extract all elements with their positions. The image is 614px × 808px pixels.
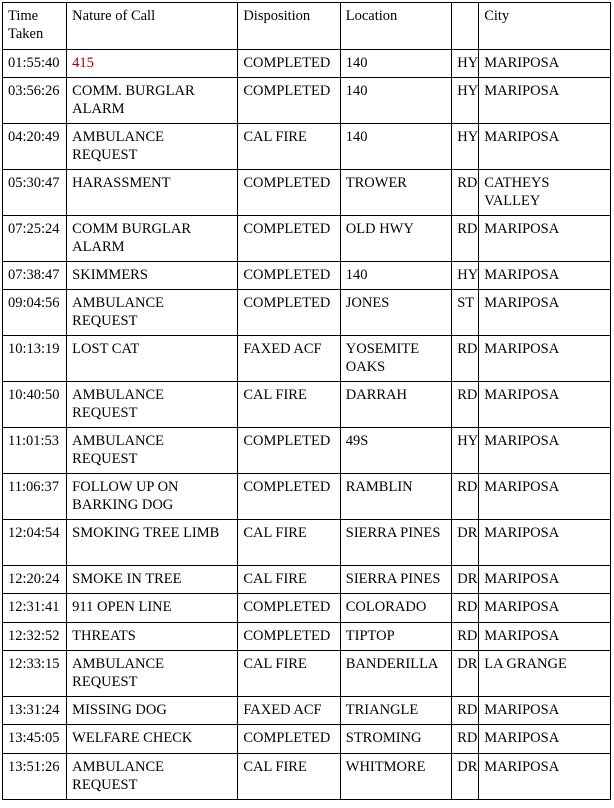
cell-nature-of-call: HARASSMENT: [67, 170, 238, 216]
cell-city: MARIPOSA: [479, 262, 611, 290]
cell-location: COLORADO: [340, 594, 451, 623]
cell-nature-of-call: MISSING DOG: [67, 697, 238, 725]
table-row: [3, 594, 611, 623]
cell-street-suffix: RD: [452, 594, 479, 623]
cell-location: 49S: [340, 428, 451, 474]
cell-disposition: CAL FIRE: [238, 566, 340, 594]
cell-location: SIERRA PINES: [340, 520, 451, 566]
cell-street-suffix: RD: [452, 216, 479, 262]
cell-street-suffix: RD: [452, 382, 479, 428]
cell-time-taken: 11:01:53: [3, 428, 67, 474]
cell-street-suffix: RD: [452, 336, 479, 382]
cell-time-taken: 12:20:24: [3, 566, 67, 594]
cell-disposition: CAL FIRE: [238, 124, 340, 170]
cell-city: MARIPOSA: [479, 290, 611, 336]
cell-disposition: COMPLETED: [238, 170, 340, 216]
cell-street-suffix: RD: [452, 170, 479, 216]
cell-street-suffix: DR: [452, 566, 479, 594]
cell-location: TROWER: [340, 170, 451, 216]
cell-disposition: FAXED ACF: [238, 697, 340, 725]
cell-location: 140: [340, 124, 451, 170]
cell-city: MARIPOSA: [479, 474, 611, 520]
cell-disposition: CAL FIRE: [238, 382, 340, 428]
table-row: [3, 651, 611, 697]
cell-location: OLD HWY: [340, 216, 451, 262]
cell-city: MARIPOSA: [479, 520, 611, 566]
cell-nature-of-call: AMBULANCE REQUEST: [67, 290, 238, 336]
cell-disposition: COMPLETED: [238, 262, 340, 290]
cell-time-taken: 10:13:19: [3, 336, 67, 382]
cell-nature-of-call: AMBULANCE REQUEST: [67, 428, 238, 474]
cell-city: MARIPOSA: [479, 216, 611, 262]
header-city: City: [479, 3, 611, 50]
cell-disposition: COMPLETED: [238, 594, 340, 623]
header-street-suffix: [452, 3, 479, 50]
header-location: Location: [340, 3, 451, 50]
call-log-table: [2, 2, 611, 800]
header-nature-of-call: Nature of Call: [67, 3, 238, 50]
cell-city: MARIPOSA: [479, 78, 611, 124]
cell-time-taken: 01:55:40: [3, 50, 67, 78]
cell-city: MARIPOSA: [479, 725, 611, 754]
cell-street-suffix: HY: [452, 262, 479, 290]
cell-location: JONES: [340, 290, 451, 336]
cell-disposition: COMPLETED: [238, 428, 340, 474]
cell-time-taken: 07:25:24: [3, 216, 67, 262]
cell-disposition: CAL FIRE: [238, 651, 340, 697]
cell-time-taken: 04:20:49: [3, 124, 67, 170]
table-row: [3, 262, 611, 290]
cell-time-taken: 11:06:37: [3, 474, 67, 520]
cell-street-suffix: RD: [452, 474, 479, 520]
cell-location: STROMING: [340, 725, 451, 754]
table-row: [3, 623, 611, 651]
cell-city: MARIPOSA: [479, 623, 611, 651]
cell-disposition: COMPLETED: [238, 725, 340, 754]
table-row: [3, 290, 611, 336]
cell-street-suffix: HY: [452, 428, 479, 474]
cell-nature-of-call: FOLLOW UP ON BARKING DOG: [67, 474, 238, 520]
header-row: [3, 3, 611, 50]
cell-street-suffix: RD: [452, 697, 479, 725]
cell-time-taken: 07:38:47: [3, 262, 67, 290]
table-row: [3, 336, 611, 382]
header-disposition: Disposition: [238, 3, 340, 50]
header-time-taken: Time Taken: [3, 3, 67, 50]
cell-time-taken: 12:33:15: [3, 651, 67, 697]
cell-location: 140: [340, 78, 451, 124]
table-row: [3, 520, 611, 566]
cell-city: MARIPOSA: [479, 50, 611, 78]
cell-disposition: CAL FIRE: [238, 520, 340, 566]
cell-street-suffix: DR: [452, 754, 479, 800]
cell-city: MARIPOSA: [479, 428, 611, 474]
cell-nature-of-call: AMBULANCE REQUEST: [67, 754, 238, 800]
cell-street-suffix: DR: [452, 520, 479, 566]
cell-city: MARIPOSA: [479, 697, 611, 725]
cell-city: MARIPOSA: [479, 124, 611, 170]
cell-disposition: COMPLETED: [238, 216, 340, 262]
cell-location: WHITMORE: [340, 754, 451, 800]
cell-street-suffix: RD: [452, 725, 479, 754]
cell-time-taken: 05:30:47: [3, 170, 67, 216]
cell-location: BANDERILLA: [340, 651, 451, 697]
table-row: [3, 170, 611, 216]
cell-disposition: COMPLETED: [238, 290, 340, 336]
cell-location: RAMBLIN: [340, 474, 451, 520]
cell-nature-of-call: SMOKE IN TREE: [67, 566, 238, 594]
table-row: [3, 474, 611, 520]
table-row: [3, 566, 611, 594]
cell-nature-of-call: SMOKING TREE LIMB: [67, 520, 238, 566]
table-row: [3, 216, 611, 262]
table-row: [3, 50, 611, 78]
cell-time-taken: 12:04:54: [3, 520, 67, 566]
cell-nature-of-call: AMBULANCE REQUEST: [67, 651, 238, 697]
cell-time-taken: 09:04:56: [3, 290, 67, 336]
cell-city: MARIPOSA: [479, 566, 611, 594]
cell-location: DARRAH: [340, 382, 451, 428]
cell-disposition: COMPLETED: [238, 78, 340, 124]
table-row: [3, 697, 611, 725]
cell-street-suffix: ST: [452, 290, 479, 336]
cell-location: TRIANGLE: [340, 697, 451, 725]
cell-city: MARIPOSA: [479, 754, 611, 800]
cell-street-suffix: DR: [452, 651, 479, 697]
cell-location: 140: [340, 262, 451, 290]
cell-nature-of-call: AMBULANCE REQUEST: [67, 124, 238, 170]
cell-city: LA GRANGE: [479, 651, 611, 697]
table-row: [3, 78, 611, 124]
cell-time-taken: 12:32:52: [3, 623, 67, 651]
cell-street-suffix: HY: [452, 50, 479, 78]
cell-disposition: COMPLETED: [238, 474, 340, 520]
cell-disposition: FAXED ACF: [238, 336, 340, 382]
table-row: [3, 428, 611, 474]
cell-time-taken: 03:56:26: [3, 78, 67, 124]
cell-city: MARIPOSA: [479, 594, 611, 623]
cell-disposition: CAL FIRE: [238, 754, 340, 800]
table-row: [3, 754, 611, 800]
cell-nature-of-call: 911 OPEN LINE: [67, 594, 238, 623]
cell-location: YOSEMITE OAKS: [340, 336, 451, 382]
cell-nature-of-call: COMM BURGLAR ALARM: [67, 216, 238, 262]
cell-street-suffix: HY: [452, 78, 479, 124]
cell-city: MARIPOSA: [479, 336, 611, 382]
table-row: [3, 725, 611, 754]
cell-time-taken: 13:31:24: [3, 697, 67, 725]
cell-street-suffix: RD: [452, 623, 479, 651]
cell-city: CATHEYS VALLEY: [479, 170, 611, 216]
table-row: [3, 124, 611, 170]
cell-nature-of-call: THREATS: [67, 623, 238, 651]
cell-nature-of-call: SKIMMERS: [67, 262, 238, 290]
cell-location: TIPTOP: [340, 623, 451, 651]
cell-time-taken: 13:51:26: [3, 754, 67, 800]
cell-location: SIERRA PINES: [340, 566, 451, 594]
cell-location: 140: [340, 50, 451, 78]
cell-city: MARIPOSA: [479, 382, 611, 428]
cell-nature-of-call: 415: [67, 50, 238, 78]
cell-nature-of-call: AMBULANCE REQUEST: [67, 382, 238, 428]
table-row: [3, 382, 611, 428]
cell-nature-of-call: LOST CAT: [67, 336, 238, 382]
cell-nature-of-call: WELFARE CHECK: [67, 725, 238, 754]
cell-disposition: COMPLETED: [238, 50, 340, 78]
cell-time-taken: 13:45:05: [3, 725, 67, 754]
cell-time-taken: 12:31:41: [3, 594, 67, 623]
cell-nature-of-call: COMM. BURGLAR ALARM: [67, 78, 238, 124]
cell-time-taken: 10:40:50: [3, 382, 67, 428]
cell-street-suffix: HY: [452, 124, 479, 170]
cell-disposition: COMPLETED: [238, 623, 340, 651]
